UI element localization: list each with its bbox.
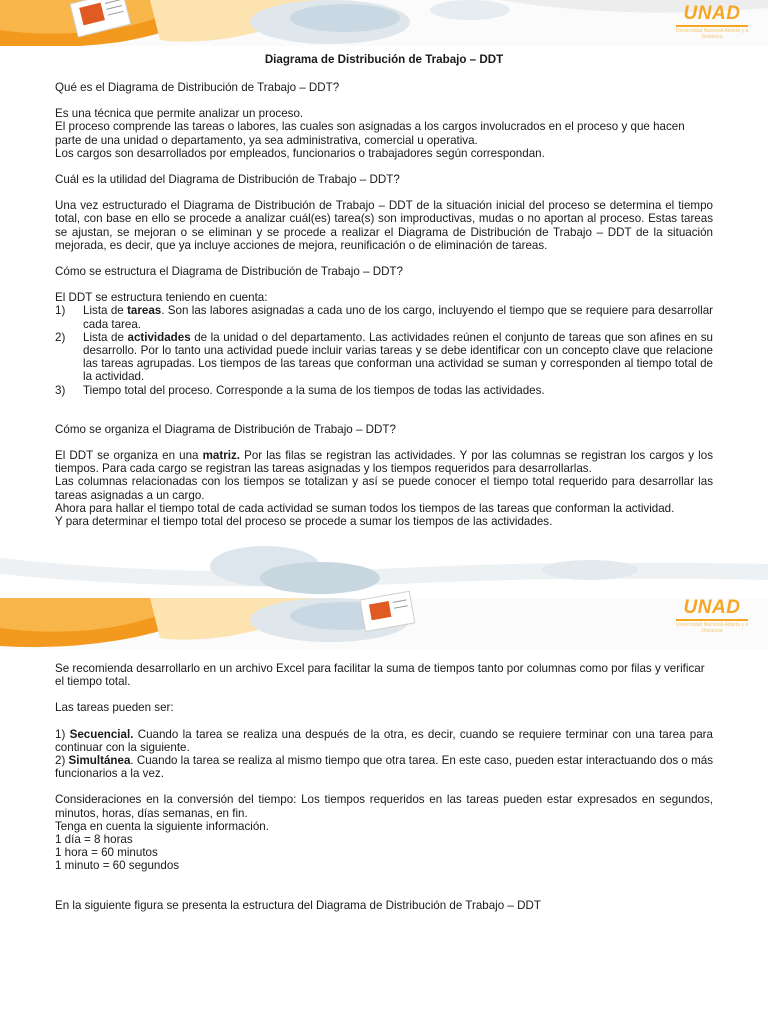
answer-utility: Una vez estructurado el Diagrama de Distribución de Trabajo – DDT de la situación inicial del proceso se determina el tiempo total, con base en ello se procede a analizar cuál(es) tarea(s) son improductivas, mudas o no aportan al proceso. Estas tareas se ajustan, se mejoran o se eliminan y se procede a realizar el Diagrama de Distribución de Trabajo – DDT de la situación mejorada, es decir, que ya incluye acciones de mejora, reunificación o de eliminación de tareas. bbox=[55, 199, 713, 252]
conversion-minute: 1 minuto = 60 segundos bbox=[55, 859, 180, 873]
structure-intro: El DDT se estructura teniendo en cuenta: bbox=[55, 291, 268, 305]
page1-body bbox=[55, 81, 713, 528]
figure-intro: En la siguiente figura se presenta la estructura del Diagrama de Distribución de Trabajo – DDT bbox=[55, 898, 541, 912]
question-structure: Cómo se estructura el Diagrama de Distribución de Trabajo – DDT? bbox=[55, 265, 403, 279]
logo-name-page2: UNAD bbox=[683, 597, 741, 618]
organize-line-3: Y para determinar el tiempo total del proceso se procede a sumar los tiempos de las actividades. bbox=[55, 515, 553, 529]
unad-logo bbox=[670, 4, 754, 40]
excel-recommendation: Se recomienda desarrollarlo en un archivo Excel para facilitar la suma de tiempos tanto por columnas como por filas y verificar el tiempo total. bbox=[55, 662, 705, 689]
task-type-sequential: 1) Secuencial. Cuando la tarea se realiza una después de la otra, es decir, cuando se requiere terminar con una tarea para continuar con la siguiente. bbox=[55, 727, 713, 754]
structure-item-1: 1) Lista de tareas. Son las labores asignadas a cada uno de los cargo, incluyendo el tiempo que se requiere para desarrollar cada tarea. bbox=[55, 304, 714, 331]
task-types-intro: Las tareas pueden ser: bbox=[55, 701, 174, 715]
organize-line-2: Ahora para hallar el tiempo total de cada actividad se suman todos los tiempos de las tareas que conforman la actividad. bbox=[55, 501, 675, 515]
structure-item-3: 3) Tiempo total del proceso. Corresponde a la suma de los tiempos de todas las actividades. bbox=[55, 383, 545, 397]
question-utility: Cuál es la utilidad del Diagrama de Distribución de Trabajo – DDT? bbox=[55, 173, 400, 187]
time-conversion-intro: Tenga en cuenta la siguiente información. bbox=[55, 819, 269, 833]
answer-what-1: Es una técnica que permite analizar un proceso. bbox=[55, 107, 304, 121]
conversion-hour: 1 hora = 60 minutos bbox=[55, 846, 158, 860]
logo-subtitle: Universidad Nacional Abierta y a Distancia bbox=[675, 28, 749, 40]
conversion-day: 1 día = 8 horas bbox=[55, 833, 133, 847]
organize-line-1: Las columnas relacionadas con los tiempos se totalizan y así se puede conocer el tiempo total requerido para desarrollar las tareas asignadas a un cargo. bbox=[55, 475, 713, 502]
logo-name: UNAD bbox=[683, 3, 741, 24]
answer-organize: El DDT se organiza en una matriz. Por las filas se registran las actividades. Y por las columnas se registran los cargos y los tiempos. Para cada cargo se registran las tareas asignadas y los tiempos requeridos para desarrollarlas. bbox=[55, 449, 713, 476]
answer-what-2: El proceso comprende las tareas o labores, las cuales son asignadas a los cargos involucrados en el proceso y que hacen parte de una unidad o departamento, ya sea administrativa, comercial u operativa. bbox=[55, 120, 685, 147]
question-organize: Cómo se organiza el Diagrama de Distribución de Trabajo – DDT? bbox=[55, 422, 396, 436]
task-type-simultaneous: 2) Simultánea. Cuando la tarea se realiza al mismo tiempo que otra tarea. En este caso, pueden estar interactuando dos o más funcionarios a la vez. bbox=[55, 754, 714, 781]
answer-what-3: Los cargos son desarrollados por empleados, funcionarios o trabajadores según correspondan. bbox=[55, 146, 545, 160]
question-what: Qué es el Diagrama de Distribución de Trabajo – DDT? bbox=[55, 81, 340, 94]
unad-logo-page2 bbox=[670, 598, 754, 634]
logo-subtitle-page2: Universidad Nacional Abierta y a Distancia bbox=[675, 622, 749, 634]
header-banner-page2 bbox=[0, 540, 768, 658]
header-banner-top bbox=[0, 0, 768, 50]
page-title: Diagrama de Distribución de Trabajo – DDT bbox=[264, 53, 504, 66]
structure-item-2: 2) Lista de actividades de la unidad o del departamento. Las actividades reúnen el conjunto de tareas que son afines en su desarrollo. Por lo tanto una actividad puede incluir varias tareas y se debe identificar con un concepto clave que relacione las tareas agrupadas. Los tiempos de las tareas que conforman una actividad se suman y corresponden al tiempo total de la actividad. bbox=[55, 330, 713, 384]
page2-body bbox=[55, 662, 713, 912]
time-conversion-note: Consideraciones en la conversión del tiempo: Los tiempos requeridos en las tareas pueden estar expresados en segundos, minutos, horas, días semanas, en fin. bbox=[55, 793, 713, 820]
